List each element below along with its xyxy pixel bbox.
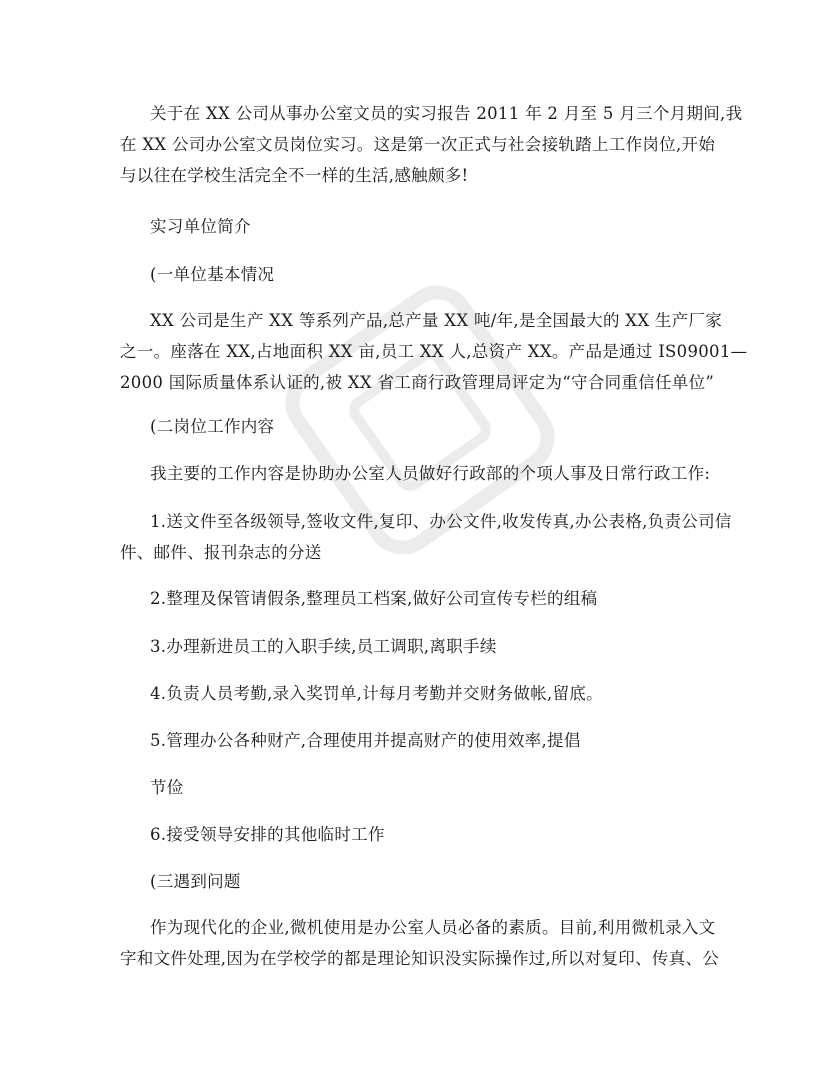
list-item <box>120 819 720 850</box>
paragraph-line: 节俭 <box>150 778 184 797</box>
paragraph-problems <box>120 912 720 974</box>
list-item-continuation <box>120 772 720 803</box>
paragraph-line: 3.办理新进员工的入职手续,员工调职,离职手续 <box>150 637 497 656</box>
paragraph-line: 6.接受领导安排的其他临时工作 <box>150 825 385 844</box>
subheading-job-content <box>120 411 720 442</box>
subheading-basic-info <box>120 259 720 290</box>
paragraph-line: 2000 国际质量体系认证的,被 XX 省工商行政管理局评定为“守合同重信任单位” <box>120 373 715 392</box>
heading-line: (一单位基本情况 <box>150 265 275 284</box>
paragraph-line: 字和文件处理,因为在学校学的都是理论知识没实际操作过,所以对复印、传真、公 <box>120 949 720 968</box>
paragraph-line: 关于在 XX 公司从事办公室文员的实习报告 2011 年 2 月至 5 月三个月期间,我 <box>150 104 743 123</box>
paragraph-main-work <box>120 458 720 489</box>
paragraph-intro <box>120 98 743 191</box>
paragraph-line: 与以往在学校生活完全不一样的生活,感触颇多! <box>120 166 469 185</box>
heading-line: (三遇到问题 <box>150 872 241 891</box>
heading-line: (二岗位工作内容 <box>150 417 275 436</box>
paragraph-line: 作为现代化的企业,微机使用是办公室人员必备的素质。目前,利用微机录入文 <box>150 918 716 937</box>
paragraph-line: 5.管理办公各种财产,合理使用并提高财产的使用效率,提倡 <box>150 731 581 750</box>
paragraph-line: 在 XX 公司办公室文员岗位实习。这是第一次正式与社会接轨踏上工作岗位,开始 <box>120 135 716 154</box>
list-item <box>120 631 720 662</box>
paragraph-company <box>120 305 748 398</box>
paragraph-line: 2.整理及保管请假条,整理员工档案,做好公司宣传专栏的组稿 <box>150 589 598 608</box>
paragraph-line: XX 公司是生产 XX 等系列产品,总产量 XX 吨/年,是全国最大的 XX 生产厂家 <box>150 311 723 330</box>
subheading-problems <box>120 866 720 897</box>
list-item <box>120 725 720 756</box>
paragraph-line: 1.送文件至各级领导,签收文件,复印、办公文件,收发传真,办公表格,负责公司信 <box>150 512 732 531</box>
paragraph-line: 我主要的工作内容是协助办公室人员做好行政部的个项人事及日常行政工作: <box>150 464 711 483</box>
paragraph-line: 件、邮件、报刊杂志的分送 <box>120 543 322 562</box>
list-item <box>120 678 720 709</box>
list-item <box>120 583 720 614</box>
paragraph-line: 4.负责人员考勤,录入奖罚单,计每月考勤并交财务做帐,留底。 <box>150 684 603 703</box>
paragraph-line: 之一。座落在 XX,占地面积 XX 亩,员工 XX 人,总资产 XX。产品是通过 IS09001— <box>120 342 748 361</box>
list-item <box>120 506 732 568</box>
heading-line: 实习单位简介 <box>150 217 251 236</box>
section-heading-unit-intro <box>120 211 720 242</box>
